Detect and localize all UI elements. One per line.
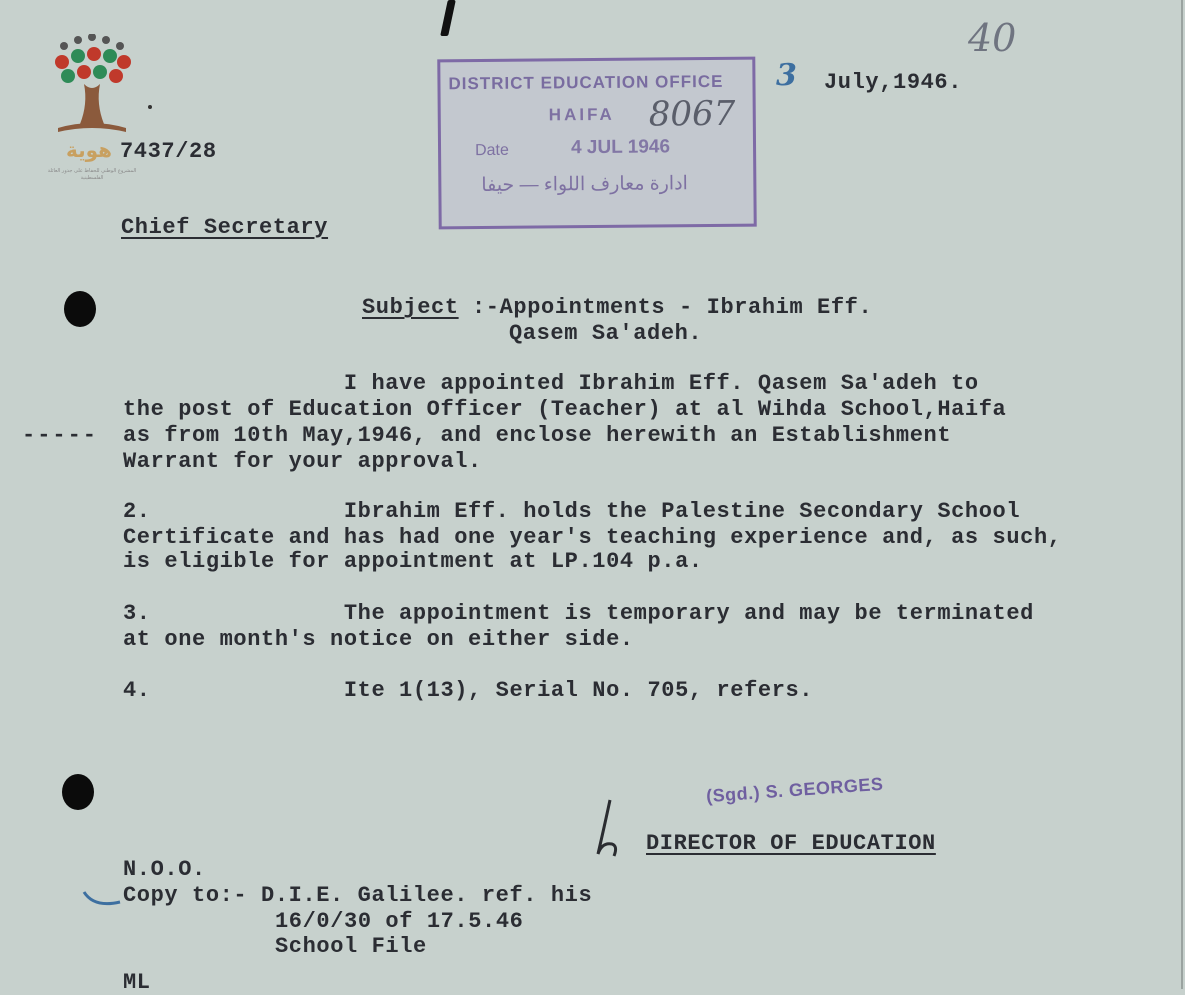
stamp-date-label: Date — [474, 141, 509, 160]
top-pen-mark — [440, 0, 456, 36]
reference-number: 7437/28 — [120, 139, 217, 164]
signature-title: DIRECTOR OF EDUCATION — [646, 831, 936, 856]
stamp-date-value: 4 JUL 1946 — [570, 136, 671, 159]
p4-line-1: 4. Ite 1(13), Serial No. 705, refers. — [123, 678, 814, 703]
copy-to: Copy to:- D.I.E. Galilee. ref. his — [123, 883, 593, 908]
p3-line-2: at one month's notice on either side. — [123, 627, 634, 652]
subject-label: Subject — [362, 295, 459, 320]
subject-line-2: Qasem Sa'adeh. — [509, 321, 703, 346]
date-day-handwritten: 3 — [776, 58, 797, 93]
letter-date: July,1946. — [824, 70, 963, 95]
stamp-city: HAIFA — [548, 104, 615, 125]
page-mark: 40 — [968, 16, 1017, 60]
initials: ML — [123, 970, 151, 995]
margin-mark: ----- — [22, 423, 99, 448]
signed-by: (Sgd.) S. GEORGES — [705, 773, 884, 807]
p1-line-3: as from 10th May,1946, and enclose herewith an Establishment — [123, 423, 952, 448]
p2-line-3: is eligible for appointment at LP.104 p.a. — [123, 549, 703, 574]
logo-name: هوية — [66, 138, 113, 162]
tree-logo-icon — [44, 34, 140, 142]
signature-pen-mark — [592, 798, 622, 862]
page-edge — [1181, 0, 1183, 989]
copy-ref: 16/0/30 of 17.5.46 — [275, 909, 524, 934]
p2-line-2: Certificate and has had one year's teaching experience and, as such, — [123, 525, 1062, 550]
punch-hole-bottom — [62, 774, 94, 810]
p2-line-1: 2. Ibrahim Eff. holds the Palestine Secondary School — [123, 499, 1021, 524]
addressee: Chief Secretary — [121, 215, 329, 240]
stamp-handwritten-number: 8067 — [648, 93, 736, 135]
tick-mark — [80, 888, 124, 910]
subject-line-1: :-Appointments - Ibrahim Eff. — [472, 295, 873, 320]
p1-line-1: I have appointed Ibrahim Eff. Qasem Sa'adeh to — [123, 371, 979, 396]
p1-line-2: the post of Education Officer (Teacher) at al Wihda School,Haifa — [123, 397, 1007, 422]
logo-subtitle: المشروع الوطني للحفاظ على جذور العائلة الفلسطينية — [47, 168, 137, 181]
school-file: School File — [275, 934, 427, 959]
received-stamp — [437, 57, 756, 230]
p1-line-4: Warrant for your approval. — [123, 449, 482, 474]
stamp-arabic: ادارة معارف اللواء — حيفا — [481, 173, 688, 197]
noo: N.O.O. — [123, 857, 206, 882]
p3-line-1: 3. The appointment is temporary and may be terminated — [123, 601, 1034, 626]
stamp-office: DISTRICT EDUCATION OFFICE — [448, 71, 724, 94]
punch-hole-top — [64, 291, 96, 327]
logo-dot — [148, 105, 152, 109]
